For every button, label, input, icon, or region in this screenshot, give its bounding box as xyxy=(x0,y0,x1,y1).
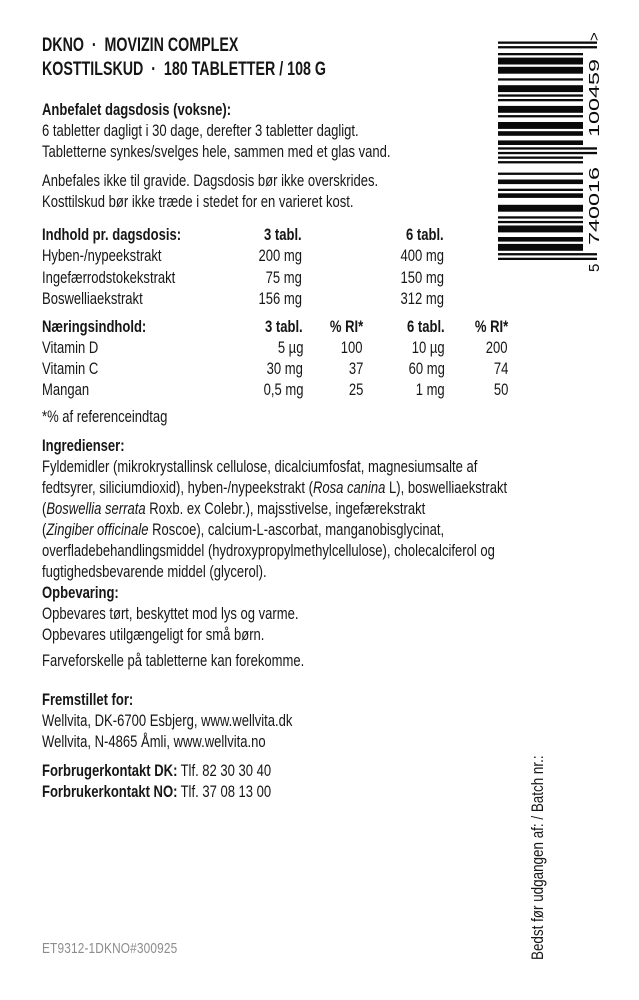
product-subtitle: KOSTTILSKUD · 180 TABLETTER / 108 G xyxy=(42,59,326,80)
print-code: ET9312-1DKNO#300925 xyxy=(42,940,178,957)
warning-line: Anbefales ikke til gravide. Dagsdosis bør ikke overskrides. xyxy=(42,172,379,190)
contact-dk-phone: Tlf. 82 30 30 40 xyxy=(180,762,272,780)
content-row-label: Hyben-/nypeekstrakt xyxy=(42,247,162,266)
ingredients-line: Fyldemidler (mikrokrystallinsk cellulose, dicalciumfosfat, magnesiumsalte af xyxy=(42,458,478,476)
manufacturer-line-no: Wellvita, N-4865 Åmli, www.wellvita.no xyxy=(42,733,266,751)
nutrition-row-ri3-value: 25 xyxy=(348,381,363,400)
dosage-line: 6 tabletter dagligt i 30 dage, derefter 3 tabletter dagligt. xyxy=(42,122,359,140)
content-row-3tabl-value: 75 mg xyxy=(265,268,302,287)
product-title: DKNO · MOVIZIN COMPLEX xyxy=(42,35,239,56)
nutrition-header-ri6: % RI* xyxy=(474,318,508,336)
manufacturer-title: Fremstillet for: xyxy=(42,691,134,709)
content-row-6tabl-value: 150 mg xyxy=(400,268,444,287)
content-table-header-3tabl: 3 tabl. xyxy=(264,226,302,244)
barcode-lead-digit: 5 xyxy=(586,263,602,272)
batch-side-label: Bedst før udgangen af: / Batch nr.: xyxy=(528,755,547,960)
dosage-section xyxy=(42,100,483,163)
nutrition-row-3tabl-value: 30 mg xyxy=(266,360,303,379)
nutrition-row-label: Vitamin D xyxy=(42,339,99,358)
content-row-label: Boswelliaekstrakt xyxy=(42,289,143,308)
nutrition-row-ri3-value: 37 xyxy=(348,360,363,379)
nutrition-table xyxy=(42,317,508,401)
ingredients-title: Ingredienser: xyxy=(42,437,125,455)
ri-footnote: *% af referenceindtag xyxy=(42,408,168,426)
ingredients-line: overfladebehandlingsmiddel (hydroxypropylmethylcellulose), cholecalciferol og xyxy=(42,542,495,560)
warning-line: Kosttilskud bør ikke træde i stedet for en varieret kost. xyxy=(42,193,354,211)
nutrition-row-ri3-value: 100 xyxy=(341,339,363,358)
nutrition-header-6tabl: 6 tabl. xyxy=(407,318,445,336)
ean-barcode xyxy=(498,26,602,274)
ingredients-section xyxy=(42,436,631,583)
storage-line: Opbevares tørt, beskyttet mod lys og varme. xyxy=(42,605,299,623)
contact-section xyxy=(42,761,332,803)
product-title-line xyxy=(42,34,421,58)
content-row-3tabl-value: 200 mg xyxy=(258,247,302,266)
nutrition-row-ri6-value: 50 xyxy=(493,381,508,400)
barcode-end-marker: > xyxy=(586,32,602,41)
storage-section xyxy=(42,583,367,646)
contact-no-label: Forbrukerkontakt NO: xyxy=(42,783,178,801)
nutrition-header-3tabl: 3 tabl. xyxy=(265,318,303,336)
content-row-3tabl-value: 156 mg xyxy=(258,289,302,308)
contact-dk-label: Forbrugerkontakt DK: xyxy=(42,762,178,780)
product-header xyxy=(42,34,421,82)
barcode-group1: 740016 xyxy=(586,194,602,245)
nutrition-row-6tabl-value: 10 µg xyxy=(412,339,445,358)
content-row-6tabl-value: 400 mg xyxy=(400,247,444,266)
ingredients-line: (Boswellia serrata Roxb. ex Colebr.), majsstivelse, ingefærekstrakt xyxy=(42,500,426,518)
ean-barcode-svg xyxy=(498,26,602,274)
content-table xyxy=(42,225,444,310)
nutrition-row-ri6-value: 200 xyxy=(486,339,508,358)
ingredients-line: (Zingiber officinale Roscoe), calcium-L-ascorbat, manganobisglycinat, xyxy=(42,521,445,539)
nutrition-row-label: Mangan xyxy=(42,381,90,400)
nutrition-row-3tabl-value: 5 µg xyxy=(277,339,303,358)
contact-no xyxy=(42,782,332,803)
nutrition-row-label: Vitamin C xyxy=(42,360,99,379)
contact-no-phone: Tlf. 37 08 13 00 xyxy=(180,783,272,801)
storage-title: Opbevaring: xyxy=(42,584,119,602)
content-table-title: Indhold pr. dagsdosis: xyxy=(42,226,182,244)
barcode-group2: 100459 xyxy=(586,86,602,137)
ingredients-line: fugtighedsbevarende middel (glycerol). xyxy=(42,563,267,581)
warning-section xyxy=(42,171,468,213)
color-note: Farveforskelle på tabletterne kan forekomme. xyxy=(42,652,305,670)
nutrition-table-title: Næringsindhold: xyxy=(42,318,147,336)
nutrition-row-3tabl-value: 0,5 mg xyxy=(263,381,303,400)
nutrition-row-6tabl-value: 1 mg xyxy=(416,381,445,400)
dosage-line: Tabletterne synkes/svelges hele, sammen med et glas vand. xyxy=(42,143,391,161)
nutrition-row-ri6-value: 74 xyxy=(493,360,508,379)
content-table-header-6tabl: 6 tabl. xyxy=(406,226,444,244)
content-row-label: Ingefærrodstokekstrakt xyxy=(42,268,176,287)
manufacturer-section xyxy=(42,690,359,753)
storage-line: Opbevares utilgængeligt for små børn. xyxy=(42,626,265,644)
dosage-title: Anbefalet dagsdosis (voksne): xyxy=(42,101,232,119)
product-subtitle-line xyxy=(42,58,421,82)
content-row-6tabl-value: 312 mg xyxy=(400,289,444,308)
nutrition-row-6tabl-value: 60 mg xyxy=(408,360,445,379)
ingredients-line: fedtsyrer, siliciumdioxid), hyben-/nypeekstrakt (Rosa canina L), boswelliaekstrakt xyxy=(42,479,508,497)
contact-dk xyxy=(42,761,332,782)
manufacturer-line-dk: Wellvita, DK-6700 Esbjerg, www.wellvita.dk xyxy=(42,712,293,730)
nutrition-header-ri3: % RI* xyxy=(329,318,363,336)
